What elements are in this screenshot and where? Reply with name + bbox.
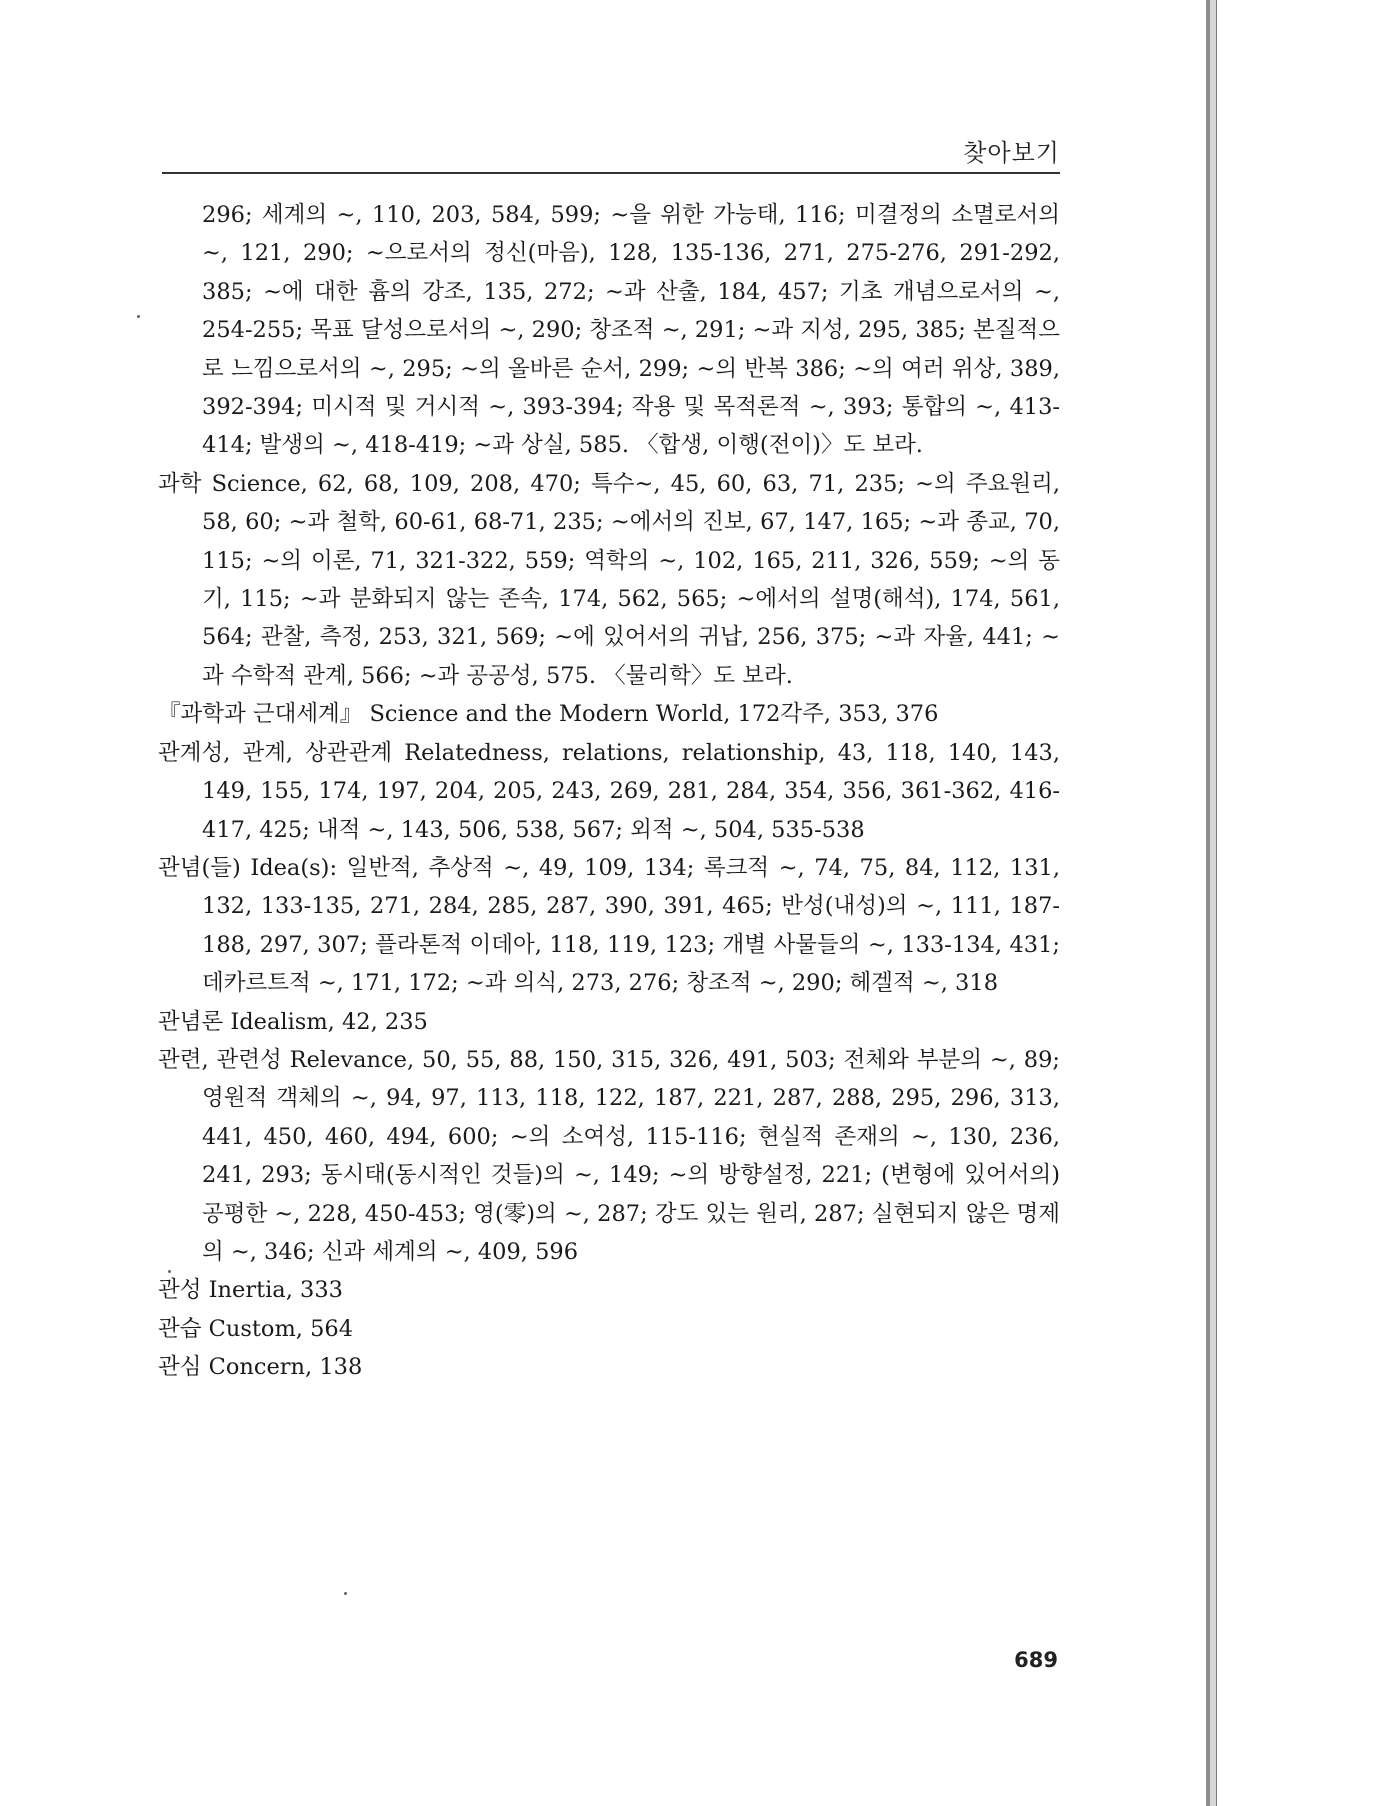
index-entry-custom: 관습 Custom, 564 [158,1315,354,1342]
background-margin [1217,0,1375,1806]
index-entry-inertia: 관성 Inertia, 333 [158,1277,343,1304]
index-entry-concern: 관심 Concern, 138 [158,1354,363,1381]
index-body [158,196,1060,1387]
scan-speck [344,1592,347,1595]
header-rule [162,172,1060,174]
index-entry-ideas: 관념(들) Idea(s): 일반적, 추상적 ~, 49, 109, 134; 록크적 ~, 74, 75, 84, 112, 131, 132, 133-135, 271, 284, 285, 287, 390, 391, 465; 반성(내성)의 ~, 111, 187-188, 297, 307; 플라톤적 이데아, 118, 119, 123; 개별 사물들의 ~, 133-134, 431; 데카르트적 ~, 171, 172; ~과 의식, 273, 276; 창조적 ~, 290; 헤겔적 ~, 318 [158,854,1060,997]
index-entry-science: 과학 Science, 62, 68, 109, 208, 470; 특수~, 45, 60, 63, 71, 235; ~의 주요원리, 58, 60; ~과 철학, 60-61, 68-71, 235; ~에서의 진보, 67, 147, 165; ~과 종교, 70, 115; ~의 이론, 71, 321-322, 559; 역학의 ~, 102, 165, 211, 326, 559; ~의 동기, 115; ~과 분화되지 않는 존속, 174, 562, 565; ~에서의 설명(해석), 174, 561, 564; 관찰, 측정, 253, 321, 569; ~에 있어서의 귀납, 256, 375; ~과 자율, 441; ~과 수학적 관계, 566; ~과 공공성, 575. 〈물리학〉도 보라. [158,470,1060,689]
index-entry-continued: 296; 세계의 ~, 110, 203, 584, 599; ~을 위한 가능태, 116; 미결정의 소멸로서의 ~, 121, 290; ~으로서의 정신(마음), 128, 135-136, 271, 275-276, 291-292, 385; ~에 대한 흄의 강조, 135, 272; ~과 산출, 184, 457; 기초 개념으로서의 ~, 254-255; 목표 달성으로서의 ~, 290; 창조적 ~, 291; ~과 지성, 295, 385; 본질적으로 느낌으로서의 ~, 295; ~의 올바른 순서, 299; ~의 반복 386; ~의 여러 위상, 389, 392-394; 미시적 및 거시적 ~, 393-394; 작용 및 목적론적 ~, 393; 통합의 ~, 413-414; 발생의 ~, 418-419; ~과 상실, 585. 〈합생, 이행(전이)〉도 보라. [202,202,1060,459]
index-entry-relatedness: 관계성, 관계, 상관관계 Relatedness, relations, relationship, 43, 118, 140, 143, 149, 155, 174, 197, 204, 205, 243, 269, 281, 284, 354, 356, 361-362, 416-417, 425; 내적 ~, 143, 506, 538, 567; 외적 ~, 504, 535-538 [158,739,1060,843]
scan-speck [137,315,140,318]
index-entry-relevance: 관련, 관련성 Relevance, 50, 55, 88, 150, 315, 326, 491, 503; 전체와 부분의 ~, 89; 영원적 객체의 ~, 94, 97, 113, 118, 122, 187, 221, 287, 288, 295, 296, 313, 441, 450, 460, 494, 600; ~의 소여성, 115-116; 현실적 존재의 ~, 130, 236, 241, 293; 동시태(동시적인 것들)의 ~, 149; ~의 방향설정, 221; (변형에 있어서의) 공평한 ~, 228, 450-453; 영(零)의 ~, 287; 강도 있는 원리, 287; 실현되지 않은 명제의 ~, 346; 신과 세계의 ~, 409, 596 [158,1046,1060,1265]
running-header: 찾아보기 [963,139,1060,167]
index-entry-idealism: 관념론 Idealism, 42, 235 [158,1008,428,1035]
scan-speck [168,1270,171,1273]
page-number: 689 [1014,1648,1058,1672]
index-entry-science-modern-world: 『과학과 근대세계』 Science and the Modern World, 172각주, 353, 376 [158,701,939,728]
